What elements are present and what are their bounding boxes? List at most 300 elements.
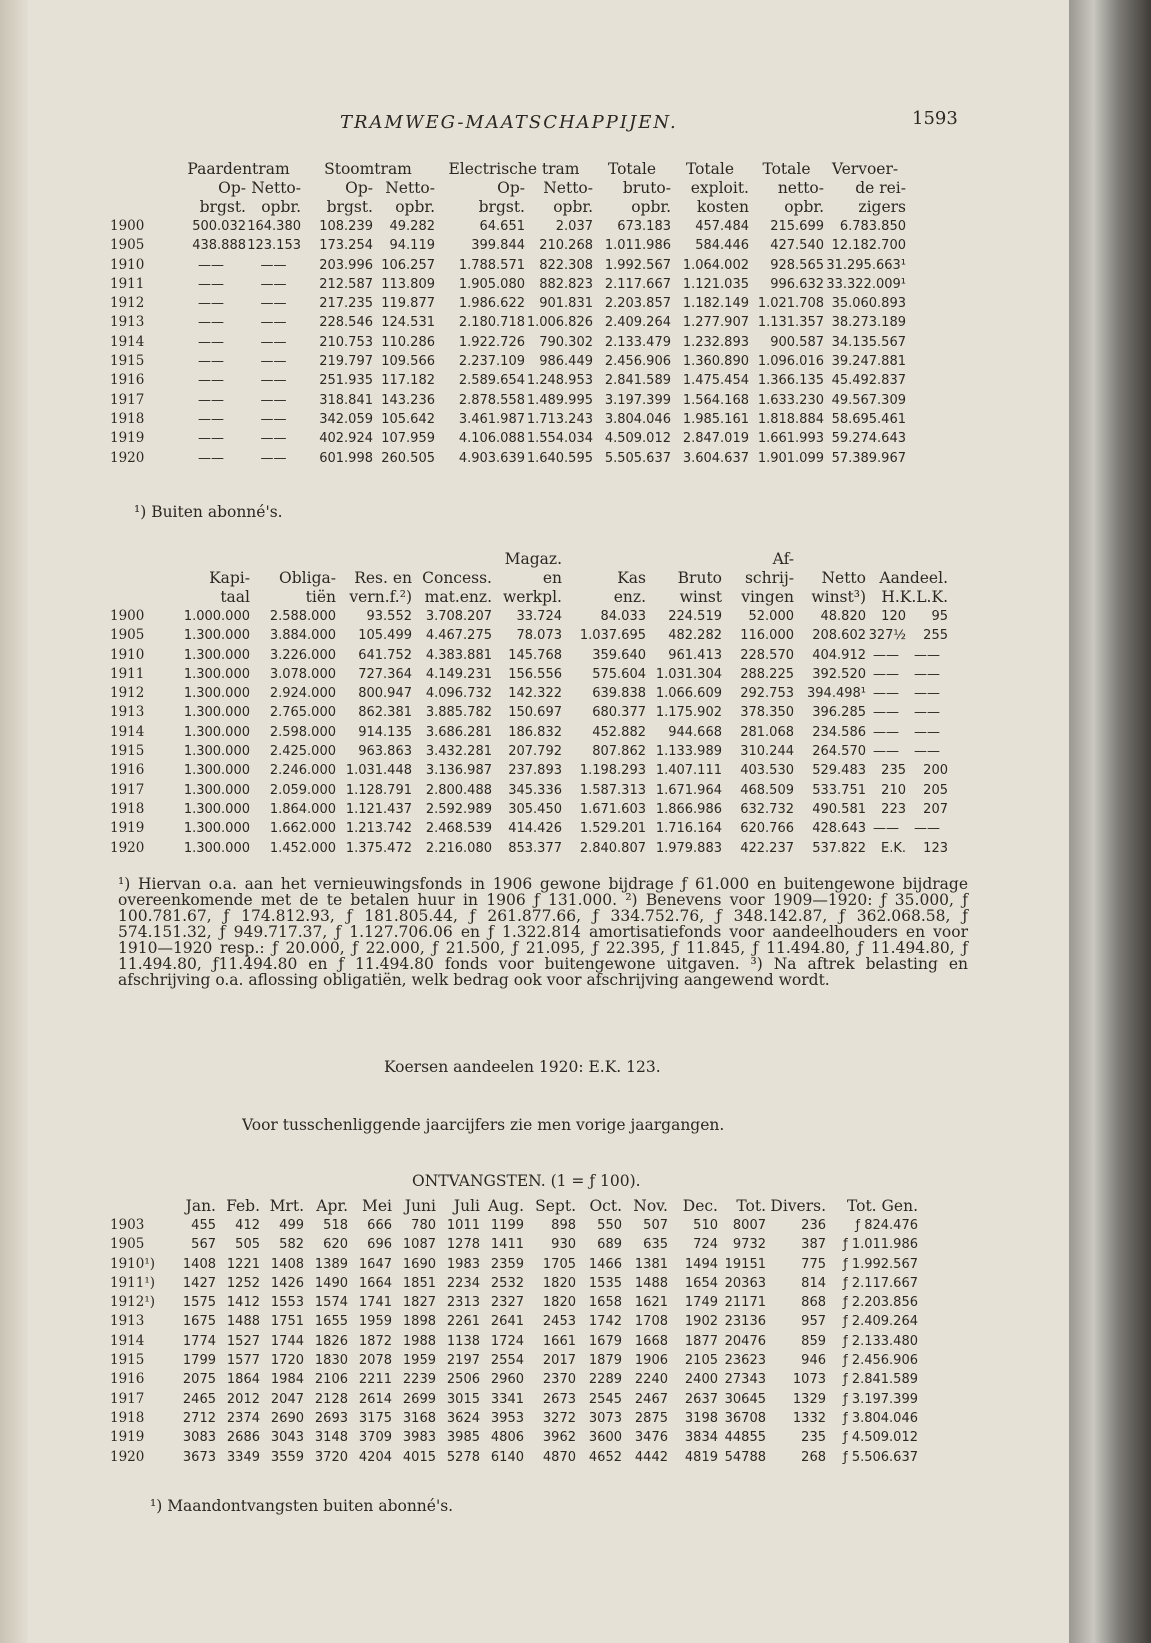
value-cell: 2.924.000 bbox=[269, 686, 336, 702]
header-totale-2: Totale bbox=[685, 160, 735, 178]
value-cell: 2.237.109 bbox=[458, 354, 525, 370]
value-cell: —— bbox=[914, 744, 940, 760]
month-header: Tot. Gen. bbox=[846, 1197, 918, 1215]
value-cell: 44855 bbox=[724, 1430, 766, 1446]
footnote-maandontvangsten: ¹) Maandontvangsten buiten abonné's. bbox=[150, 1497, 454, 1515]
value-cell: 1412 bbox=[226, 1295, 260, 1311]
value-cell: 2554 bbox=[490, 1353, 524, 1369]
value-cell: 1679 bbox=[588, 1333, 622, 1349]
value-cell: 3709 bbox=[358, 1430, 392, 1446]
value-cell: 21171 bbox=[724, 1295, 766, 1311]
value-cell: 2128 bbox=[314, 1391, 348, 1407]
value-cell: 1851 bbox=[402, 1275, 436, 1291]
year-cell: 1905 bbox=[110, 627, 145, 644]
value-cell: 1138 bbox=[446, 1333, 480, 1349]
value-cell: 882.823 bbox=[539, 276, 593, 292]
year-cell: 1920 bbox=[110, 839, 145, 856]
value-cell: 666 bbox=[367, 1218, 392, 1233]
column-header: tiën bbox=[305, 588, 336, 606]
value-cell: 1.300.000 bbox=[183, 724, 250, 740]
month-header: Mei bbox=[361, 1197, 392, 1215]
value-cell: 1820 bbox=[542, 1295, 576, 1311]
column-subheader: opbr. bbox=[395, 198, 435, 216]
value-cell: 3341 bbox=[490, 1391, 524, 1407]
value-cell: 780 bbox=[411, 1218, 436, 1233]
year-cell: 1915 bbox=[110, 353, 145, 370]
month-header: Apr. bbox=[316, 1197, 348, 1215]
year-cell: 1913 bbox=[110, 314, 145, 331]
column-subheader: opbr. bbox=[784, 198, 824, 216]
value-cell: 2105 bbox=[684, 1353, 718, 1369]
column-header: Kapi- bbox=[209, 569, 250, 587]
value-cell: 1.905.080 bbox=[458, 276, 525, 292]
value-cell: 116.000 bbox=[740, 628, 794, 644]
table-row bbox=[110, 1332, 918, 1351]
value-cell: 156.556 bbox=[508, 666, 562, 682]
ontvangsten-title: ONTVANGSTEN. (1 = ƒ 100). bbox=[412, 1172, 641, 1190]
column-header: Res. en bbox=[354, 569, 412, 587]
value-cell: 1.300.000 bbox=[183, 628, 250, 644]
year-cell: 1912¹) bbox=[110, 1294, 156, 1311]
value-cell: 3983 bbox=[402, 1430, 436, 1446]
column-subheader: Netto- bbox=[385, 179, 435, 197]
column-subheader: brgst. bbox=[326, 198, 373, 216]
value-cell: 219.797 bbox=[319, 354, 373, 370]
column-header bbox=[646, 550, 722, 569]
value-cell: 399.844 bbox=[471, 238, 525, 254]
value-cell: 3.197.399 bbox=[604, 392, 671, 408]
value-cell: 1.366.135 bbox=[757, 373, 824, 389]
value-cell: 49.282 bbox=[389, 219, 435, 234]
year-cell: 1919 bbox=[110, 1429, 145, 1446]
value-cell: 1381 bbox=[634, 1256, 668, 1272]
value-cell: 1408 bbox=[270, 1256, 304, 1272]
value-cell: 2.409.264 bbox=[604, 315, 671, 331]
value-cell: 1661 bbox=[542, 1333, 576, 1349]
value-cell: 235 bbox=[881, 763, 906, 779]
value-cell: 2400 bbox=[684, 1372, 718, 1388]
value-cell: 518 bbox=[323, 1218, 348, 1233]
value-cell: 639.838 bbox=[592, 686, 646, 702]
table-row bbox=[110, 217, 906, 236]
value-cell: 2532 bbox=[490, 1275, 524, 1291]
value-cell: 3083 bbox=[182, 1430, 216, 1446]
value-cell: 255 bbox=[923, 628, 948, 644]
month-header: Jan. bbox=[185, 1197, 216, 1215]
value-cell: 119.877 bbox=[381, 296, 435, 312]
value-cell: 223 bbox=[881, 801, 906, 817]
value-cell: 4870 bbox=[542, 1449, 576, 1465]
value-cell: 2047 bbox=[270, 1391, 304, 1407]
table-row bbox=[110, 1428, 918, 1447]
value-cell: 402.924 bbox=[319, 431, 373, 447]
value-cell: 1.587.313 bbox=[579, 782, 646, 798]
value-cell: 1575 bbox=[182, 1295, 216, 1311]
value-cell: ƒ 4.509.012 bbox=[843, 1430, 918, 1446]
value-cell: —— bbox=[198, 296, 224, 312]
value-cell: 4.903.639 bbox=[458, 450, 525, 466]
value-cell: 143.236 bbox=[381, 392, 435, 408]
value-cell: 1621 bbox=[634, 1295, 668, 1311]
value-cell: 853.377 bbox=[508, 840, 562, 856]
value-cell: 3953 bbox=[490, 1410, 524, 1426]
value-cell: 1199 bbox=[490, 1218, 524, 1233]
year-cell: 1910¹) bbox=[110, 1255, 156, 1272]
value-cell: 35.060.893 bbox=[831, 296, 906, 312]
value-cell: 268 bbox=[801, 1449, 826, 1465]
value-cell: 110.286 bbox=[381, 334, 435, 350]
value-cell: 1.011.986 bbox=[604, 238, 671, 254]
table-row bbox=[110, 626, 948, 645]
value-cell: 403.530 bbox=[740, 763, 794, 779]
value-cell: 3073 bbox=[588, 1410, 622, 1426]
value-cell: 3624 bbox=[446, 1410, 480, 1426]
value-cell: 1.131.357 bbox=[757, 315, 824, 331]
value-cell: 359.640 bbox=[592, 647, 646, 663]
value-cell: 3.136.987 bbox=[425, 763, 492, 779]
voor-tusschenliggende-line: Voor tusschenliggende jaarcijfers zie men vorige jaargangen. bbox=[242, 1116, 725, 1134]
value-cell: 2699 bbox=[402, 1391, 436, 1407]
column-subheader: kosten bbox=[696, 198, 749, 216]
value-cell: 123.153 bbox=[247, 238, 301, 254]
month-header bbox=[110, 1197, 172, 1216]
year-cell: 1900 bbox=[110, 218, 145, 234]
year-cell: 1915 bbox=[110, 1352, 145, 1369]
value-cell: —— bbox=[914, 647, 940, 663]
value-cell: 59.274.643 bbox=[831, 431, 906, 447]
column-subheader: opbr. bbox=[631, 198, 671, 216]
value-cell: 54788 bbox=[724, 1449, 766, 1465]
value-cell: 292.753 bbox=[740, 686, 794, 702]
value-cell: 207 bbox=[923, 801, 948, 817]
value-cell: 427.540 bbox=[770, 238, 824, 254]
value-cell: 1820 bbox=[542, 1275, 576, 1291]
value-cell: 64.651 bbox=[479, 219, 525, 234]
value-cell: 2.037 bbox=[555, 219, 593, 234]
column-subheader: de rei- bbox=[855, 179, 906, 197]
value-cell: 1278 bbox=[446, 1237, 480, 1253]
value-cell: 1664 bbox=[358, 1275, 392, 1291]
footnote-paragraph: ¹) Hiervan o.a. aan het vernieuwingsfonds in 1906 gewone bijdrage ƒ 61.000 en buitengewone bijdrage overeenkomende met de te betalen huur in 1906 ƒ 131.000. ²) Benevens voor 1909—1920: ƒ 35.000, ƒ 100.781.67, ƒ 174.812.93, ƒ 181.805.44, ƒ 261.877.66, ƒ 334.752.76, ƒ 348.142.87, ƒ 362.068.58, ƒ 574.151.32, ƒ 949.717.37, ƒ 1.127.706.06 en ƒ 1.322.814 amortisatiefonds voor aandeelhouders en voor 1910—1920 resp.: ƒ 20.000, ƒ 22.000, ƒ 21.500, ƒ 21.095, ƒ 22.395, ƒ 11.845, ƒ 11.494.80, ƒ 11.494.80, ƒ 11.494.80, ƒ11.494.80 en ƒ 11.494.80 fonds voor buitengewone uitgaven. ³) Na aftrek belasting en afschrijving o.a. aflossing obligatiën, welk bedrag ook voor afschrijving aangewend wordt. bbox=[118, 875, 968, 989]
value-cell: 499 bbox=[279, 1218, 304, 1233]
value-cell: 2614 bbox=[358, 1391, 392, 1407]
value-cell: 914.135 bbox=[358, 724, 412, 740]
value-cell: 1252 bbox=[226, 1275, 260, 1291]
value-cell: 392.520 bbox=[812, 666, 866, 682]
value-cell: 944.668 bbox=[668, 724, 722, 740]
value-cell: 1675 bbox=[182, 1314, 216, 1330]
value-cell: 1879 bbox=[588, 1353, 622, 1369]
value-cell: ƒ 3.804.046 bbox=[843, 1410, 918, 1426]
value-cell: 3.804.046 bbox=[604, 411, 671, 427]
value-cell: 529.483 bbox=[812, 763, 866, 779]
value-cell: 601.998 bbox=[319, 450, 373, 466]
column-header bbox=[336, 550, 412, 569]
value-cell: 4819 bbox=[684, 1449, 718, 1465]
value-cell: 1.360.890 bbox=[682, 354, 749, 370]
value-cell: 1655 bbox=[314, 1314, 348, 1330]
value-cell: 2239 bbox=[402, 1372, 436, 1388]
value-cell: 48.820 bbox=[820, 609, 866, 624]
value-cell: 27343 bbox=[724, 1372, 766, 1388]
value-cell: 1490 bbox=[314, 1275, 348, 1291]
value-cell: —— bbox=[260, 431, 287, 447]
year-cell: 1911 bbox=[110, 275, 145, 292]
column-subheader: netto- bbox=[777, 179, 824, 197]
value-cell: 859 bbox=[801, 1333, 826, 1349]
value-cell: 2693 bbox=[314, 1410, 348, 1426]
value-cell: 4.106.088 bbox=[458, 431, 525, 447]
year-cell: 1917 bbox=[110, 781, 145, 798]
year-cell: 1918 bbox=[110, 410, 145, 427]
value-cell: 620.766 bbox=[740, 821, 794, 837]
column-header bbox=[562, 550, 646, 569]
value-cell: 807.862 bbox=[592, 744, 646, 760]
value-cell: 680.377 bbox=[592, 705, 646, 721]
value-cell: 1553 bbox=[270, 1295, 304, 1311]
value-cell: 107.959 bbox=[381, 431, 435, 447]
year-cell: 1918 bbox=[110, 800, 145, 817]
value-cell: 963.863 bbox=[358, 744, 412, 760]
value-cell: 173.254 bbox=[319, 238, 373, 254]
value-cell: 550 bbox=[597, 1218, 622, 1233]
value-cell: ƒ 2.456.906 bbox=[843, 1353, 918, 1369]
column-header: enz. bbox=[613, 588, 646, 606]
table-row bbox=[110, 333, 906, 352]
value-cell: 1488 bbox=[634, 1275, 668, 1291]
value-cell: 2261 bbox=[446, 1314, 480, 1330]
header-spacer bbox=[110, 569, 172, 588]
month-header: Juli bbox=[453, 1197, 480, 1215]
table-row bbox=[110, 684, 948, 703]
value-cell: 1984 bbox=[270, 1372, 304, 1388]
month-header: Mrt. bbox=[269, 1197, 304, 1215]
value-cell: 1.300.000 bbox=[183, 647, 250, 663]
table-row bbox=[110, 1370, 918, 1389]
value-cell: 228.570 bbox=[740, 647, 794, 663]
header-paardentram: Paardentram bbox=[187, 160, 290, 178]
value-cell: 632.732 bbox=[740, 801, 794, 817]
ontvangsten-header-row bbox=[110, 1197, 918, 1216]
balance-header-row-2 bbox=[110, 569, 948, 588]
value-cell: 200 bbox=[923, 763, 948, 779]
balance-body bbox=[110, 607, 948, 858]
value-cell: 396.285 bbox=[812, 705, 866, 721]
value-cell: —— bbox=[260, 411, 287, 427]
value-cell: 3.461.987 bbox=[458, 411, 525, 427]
column-header: Netto bbox=[821, 569, 866, 587]
value-cell: 36708 bbox=[724, 1410, 766, 1426]
column-header: Bruto bbox=[677, 569, 722, 587]
tram-revenue-body bbox=[110, 217, 906, 468]
value-cell: 19151 bbox=[724, 1256, 766, 1272]
value-cell: 264.570 bbox=[812, 744, 866, 760]
value-cell: 6.783.850 bbox=[839, 219, 906, 234]
column-subheader: opbr. bbox=[261, 198, 301, 216]
value-cell: 3.226.000 bbox=[269, 647, 336, 663]
column-header: schrij- bbox=[744, 569, 794, 587]
column-header: Af- bbox=[772, 550, 794, 568]
value-cell: 482.282 bbox=[668, 628, 722, 644]
value-cell: 2467 bbox=[634, 1391, 668, 1407]
value-cell: 1.864.000 bbox=[269, 801, 336, 817]
value-cell: 3148 bbox=[314, 1430, 348, 1446]
value-cell: 20363 bbox=[724, 1275, 766, 1291]
value-cell: 3.604.637 bbox=[682, 450, 749, 466]
value-cell: 2.841.589 bbox=[604, 373, 671, 389]
value-cell: 305.450 bbox=[508, 801, 562, 817]
value-cell: 412 bbox=[235, 1218, 260, 1233]
table-row bbox=[110, 410, 906, 429]
value-cell: 310.244 bbox=[740, 744, 794, 760]
value-cell: 1.818.884 bbox=[757, 411, 824, 427]
value-cell: —— bbox=[873, 724, 899, 740]
sub-header-row-1 bbox=[110, 179, 906, 198]
value-cell: 438.888 bbox=[192, 238, 246, 254]
value-cell: 2.878.558 bbox=[458, 392, 525, 408]
value-cell: 3.432.281 bbox=[425, 744, 492, 760]
value-cell: 2240 bbox=[634, 1372, 668, 1388]
value-cell: 2.246.000 bbox=[269, 763, 336, 779]
value-cell: 3720 bbox=[314, 1449, 348, 1465]
value-cell: 210.268 bbox=[539, 238, 593, 254]
value-cell: —— bbox=[914, 666, 940, 682]
value-cell: 1830 bbox=[314, 1353, 348, 1369]
value-cell: 620 bbox=[323, 1237, 348, 1253]
value-cell: 1826 bbox=[314, 1333, 348, 1349]
year-cell: 1905 bbox=[110, 1236, 145, 1253]
value-cell: 1577 bbox=[226, 1353, 260, 1369]
balance-header-row-1 bbox=[110, 550, 948, 569]
value-cell: 4.149.231 bbox=[425, 666, 492, 682]
value-cell: ƒ 5.506.637 bbox=[843, 1449, 918, 1465]
value-cell: 33.322.009¹ bbox=[826, 276, 906, 292]
value-cell: 93.552 bbox=[366, 609, 412, 624]
year-cell: 1914 bbox=[110, 1332, 145, 1349]
year-cell: 1913 bbox=[110, 1313, 145, 1330]
value-cell: 45.492.837 bbox=[831, 373, 906, 389]
column-subheader: Netto- bbox=[543, 179, 593, 197]
value-cell: 1.986.622 bbox=[458, 296, 525, 312]
value-cell: 108.239 bbox=[319, 219, 373, 234]
value-cell: 1.300.000 bbox=[183, 821, 250, 837]
value-cell: 1774 bbox=[182, 1333, 216, 1349]
value-cell: 1668 bbox=[634, 1333, 668, 1349]
value-cell: 1.232.893 bbox=[682, 334, 749, 350]
table-row bbox=[110, 665, 948, 684]
year-cell: 1916 bbox=[110, 1371, 145, 1388]
value-cell: —— bbox=[873, 821, 899, 837]
year-cell: 1903 bbox=[110, 1217, 145, 1233]
value-cell: 58.695.461 bbox=[831, 411, 906, 427]
value-cell: 1.300.000 bbox=[183, 666, 250, 682]
value-cell: 234.586 bbox=[812, 724, 866, 740]
year-cell: 1920 bbox=[110, 449, 145, 466]
value-cell: ƒ 824.476 bbox=[855, 1218, 918, 1233]
value-cell: 23136 bbox=[724, 1314, 766, 1330]
value-cell: 900.587 bbox=[770, 334, 824, 350]
column-header: taal bbox=[220, 588, 250, 606]
value-cell: 281.068 bbox=[740, 724, 794, 740]
header-electrische-tram: Electrische tram bbox=[448, 160, 580, 178]
table-row bbox=[110, 1448, 918, 1467]
value-cell: 117.182 bbox=[381, 373, 435, 389]
table-row bbox=[110, 236, 906, 255]
value-cell: 2012 bbox=[226, 1391, 260, 1407]
year-cell: 1913 bbox=[110, 704, 145, 721]
value-cell: 1988 bbox=[402, 1333, 436, 1349]
value-cell: 2712 bbox=[182, 1410, 216, 1426]
value-cell: 1.031.448 bbox=[345, 763, 412, 779]
value-cell: 1488 bbox=[226, 1314, 260, 1330]
value-cell: 2.203.857 bbox=[604, 296, 671, 312]
value-cell: 251.935 bbox=[319, 373, 373, 389]
month-header: Nov. bbox=[633, 1197, 668, 1215]
value-cell: 203.996 bbox=[319, 257, 373, 273]
value-cell: 1494 bbox=[684, 1256, 718, 1272]
value-cell: 49.567.309 bbox=[831, 392, 906, 408]
value-cell: 1.788.571 bbox=[458, 257, 525, 273]
table-row bbox=[110, 761, 948, 780]
value-cell: 1.064.002 bbox=[682, 257, 749, 273]
value-cell: 318.841 bbox=[319, 392, 373, 408]
table-row bbox=[110, 781, 948, 800]
table-row bbox=[110, 646, 948, 665]
value-cell: —— bbox=[198, 257, 224, 273]
value-cell: 1.407.111 bbox=[655, 763, 722, 779]
value-cell: 3198 bbox=[684, 1410, 718, 1426]
value-cell: 510 bbox=[693, 1218, 718, 1233]
value-cell: 3.885.782 bbox=[425, 705, 492, 721]
value-cell: 208.602 bbox=[812, 628, 866, 644]
header-stoomtram: Stoomtram bbox=[324, 160, 412, 178]
column-header: Obliga- bbox=[279, 569, 336, 587]
value-cell: 2.117.667 bbox=[604, 276, 671, 292]
value-cell: 1.175.902 bbox=[655, 705, 722, 721]
value-cell: 1.300.000 bbox=[183, 840, 250, 856]
value-cell: 468.509 bbox=[740, 782, 794, 798]
table-row bbox=[110, 449, 906, 468]
value-cell: 4442 bbox=[634, 1449, 668, 1465]
value-cell: 1.489.995 bbox=[526, 392, 593, 408]
value-cell: 4204 bbox=[358, 1449, 392, 1465]
value-cell: 724 bbox=[693, 1237, 718, 1253]
value-cell: —— bbox=[260, 334, 287, 350]
value-cell: 210.753 bbox=[319, 334, 373, 350]
value-cell: 12.182.700 bbox=[831, 238, 906, 254]
value-cell: 1906 bbox=[634, 1353, 668, 1369]
value-cell: 986.449 bbox=[539, 354, 593, 370]
value-cell: 124.531 bbox=[381, 315, 435, 331]
value-cell: 641.752 bbox=[358, 647, 412, 663]
value-cell: 78.073 bbox=[516, 628, 562, 644]
value-cell: 537.822 bbox=[812, 840, 866, 856]
column-subheader: brgst. bbox=[478, 198, 525, 216]
value-cell: 2.847.019 bbox=[682, 431, 749, 447]
value-cell: 6140 bbox=[490, 1449, 524, 1465]
value-cell: 105.499 bbox=[358, 628, 412, 644]
value-cell: 1466 bbox=[588, 1256, 622, 1272]
value-cell: 23623 bbox=[724, 1353, 766, 1369]
value-cell: 33.724 bbox=[516, 609, 562, 624]
year-cell: 1918 bbox=[110, 1409, 145, 1426]
value-cell: 1.182.149 bbox=[682, 296, 749, 312]
value-cell: 1.133.989 bbox=[655, 744, 722, 760]
value-cell: 1.979.883 bbox=[655, 840, 722, 856]
value-cell: 57.389.967 bbox=[831, 450, 906, 466]
value-cell: 4652 bbox=[588, 1449, 622, 1465]
value-cell: 1959 bbox=[402, 1353, 436, 1369]
